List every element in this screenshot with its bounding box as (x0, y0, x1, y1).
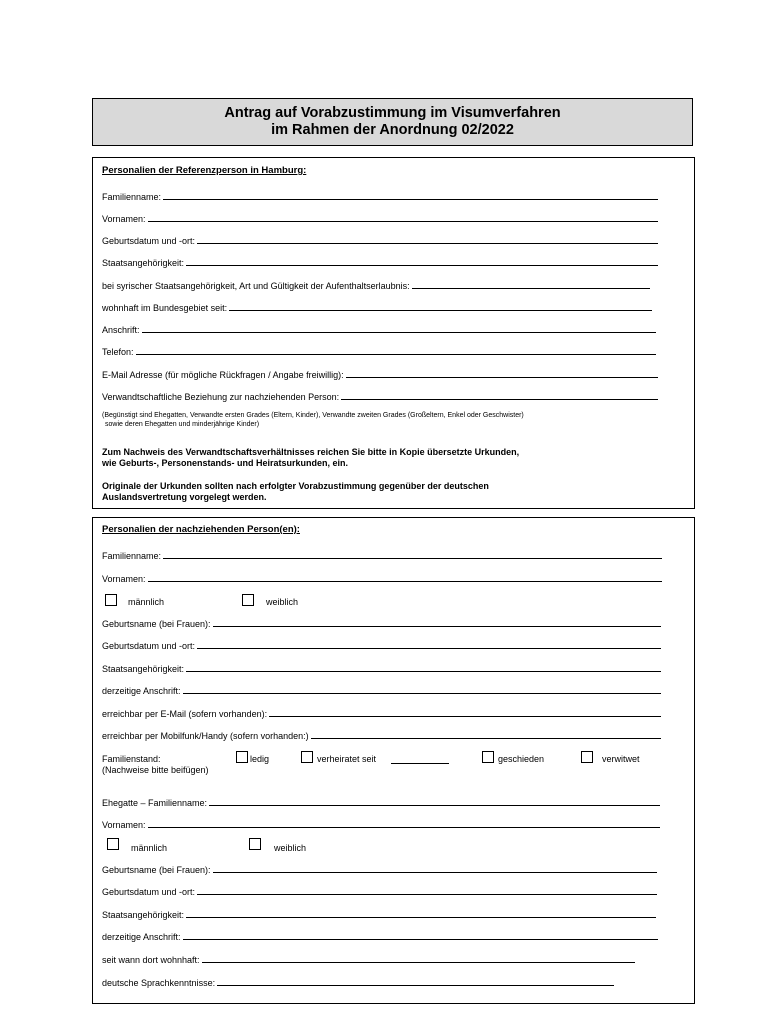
section2-heading: Personalien der nachziehenden Person(en): (102, 524, 300, 535)
ehegatte-geburtsdatum-line[interactable] (197, 894, 657, 895)
ehegatte-anschrift-line[interactable] (183, 939, 658, 940)
verheiratet-label: verheiratet seit (317, 754, 377, 764)
ref-vornamen-field[interactable]: Vornamen: (102, 214, 658, 224)
ref-familienname-line[interactable] (163, 199, 658, 200)
ref-telefon-line[interactable] (136, 354, 656, 355)
ehegatte-geburtsname-field[interactable]: Geburtsname (bei Frauen): (102, 865, 657, 875)
nz-maennlich-checkbox[interactable] (105, 594, 117, 606)
verheiratet-seit-line[interactable] (391, 763, 449, 764)
nz-email-field[interactable]: erreichbar per E-Mail (sofern vorhanden): (102, 709, 661, 719)
sprachkenntnisse-field[interactable]: deutsche Sprachkenntnisse: (102, 978, 614, 988)
nz-geburtsdatum-line[interactable] (197, 648, 661, 649)
ref-geburtsdatum-field[interactable]: Geburtsdatum und -ort: (102, 236, 658, 246)
verwitwet-checkbox[interactable] (581, 751, 593, 763)
sprachkenntnisse-line[interactable] (217, 985, 614, 986)
ehegatte-staatsangehoerigkeit-field[interactable]: Staatsangehörigkeit: (102, 910, 656, 920)
section1-heading: Personalien der Referenzperson in Hamburg: (102, 165, 307, 176)
verwitwet-label: verwitwet (602, 754, 640, 764)
ref-aufenthaltserlaubnis-line[interactable] (412, 288, 650, 289)
nz-mobil-field[interactable]: erreichbar per Mobilfunk/Handy (sofern vorhanden:) (102, 731, 661, 741)
ref-familienname-field[interactable]: Familienname: (102, 192, 658, 202)
nz-email-line[interactable] (269, 716, 661, 717)
ref-telefon-field[interactable]: Telefon: (102, 347, 656, 357)
ledig-label: ledig (250, 754, 270, 764)
ehegatte-anschrift-field[interactable]: derzeitige Anschrift: (102, 932, 658, 942)
ehegatte-weiblich-label: weiblich (274, 843, 307, 853)
ehegatte-familienname-line[interactable] (209, 805, 660, 806)
ref-email-field[interactable]: E-Mail Adresse (für mögliche Rückfragen / Angabe freiwillig): (102, 370, 658, 380)
ref-beziehung-field[interactable]: Verwandtschaftliche Beziehung zur nachziehenden Person: (102, 392, 658, 402)
ref-geburtsdatum-line[interactable] (197, 243, 658, 244)
ref-aufenthaltserlaubnis-field[interactable]: bei syrischer Staatsangehörigkeit, Art und Gültigkeit der Aufenthaltserlaubnis: (102, 281, 650, 291)
nz-geburtsname-line[interactable] (213, 626, 661, 627)
ehegatte-maennlich-label: männlich (131, 843, 168, 853)
originale-note: Originale der Urkunden sollten nach erfolgter Vorabzustimmung gegenüber der deutschen Auslandsvertretung vorgelegt werden. (102, 481, 489, 502)
nz-anschrift-line[interactable] (183, 693, 661, 694)
nz-mobil-line[interactable] (311, 738, 661, 739)
ehegatte-maennlich-checkbox[interactable] (107, 838, 119, 850)
ref-staatsangehoerigkeit-field[interactable]: Staatsangehörigkeit: (102, 258, 658, 268)
ehegatte-staatsangehoerigkeit-line[interactable] (186, 917, 656, 918)
nz-weiblich-label: weiblich (266, 597, 299, 607)
ehegatte-geburtsname-line[interactable] (213, 872, 657, 873)
nz-familienname-line[interactable] (163, 558, 662, 559)
ref-beziehung-line[interactable] (341, 399, 658, 400)
seit-wann-field[interactable]: seit wann dort wohnhaft: (102, 955, 635, 965)
nz-anschrift-field[interactable]: derzeitige Anschrift: (102, 686, 661, 696)
form-title (92, 98, 693, 146)
ref-vornamen-line[interactable] (148, 221, 658, 222)
section-nachziehende-person (92, 517, 695, 1004)
beguenstigte-note: (Begünstigt sind Ehegatten, Verwandte ersten Grades (Eltern, Kinder), Verwandte zweiten Grades (Großeltern, Enkel oder Geschwister) sowie deren Ehegatten und minderjährige Kinder) (102, 412, 524, 428)
nz-geburtsdatum-field[interactable]: Geburtsdatum und -ort: (102, 641, 661, 651)
seit-wann-line[interactable] (202, 962, 635, 963)
form-title-line2: im Rahmen der Anordnung 02/2022 (271, 122, 514, 138)
ref-anschrift-line[interactable] (142, 332, 656, 333)
geschieden-label: geschieden (498, 754, 545, 764)
nz-vornamen-line[interactable] (148, 581, 662, 582)
nz-maennlich-label: männlich (128, 597, 165, 607)
familienstand-label: Familienstand: (Nachweise bitte beifügen) (102, 754, 209, 775)
ehegatte-familienname-field[interactable]: Ehegatte – Familienname: (102, 798, 660, 808)
ref-wohnhaft-field[interactable]: wohnhaft im Bundesgebiet seit: (102, 303, 652, 313)
ehegatte-geburtsdatum-field[interactable]: Geburtsdatum und -ort: (102, 887, 657, 897)
ehegatte-vornamen-line[interactable] (148, 827, 660, 828)
verheiratet-checkbox[interactable] (301, 751, 313, 763)
ehegatte-vornamen-field[interactable]: Vornamen: (102, 820, 660, 830)
section-referenzperson (92, 157, 695, 509)
ref-staatsangehoerigkeit-line[interactable] (186, 265, 658, 266)
ledig-checkbox[interactable] (236, 751, 248, 763)
ref-anschrift-field[interactable]: Anschrift: (102, 325, 656, 335)
nz-vornamen-field[interactable]: Vornamen: (102, 574, 662, 584)
ref-wohnhaft-line[interactable] (229, 310, 652, 311)
ehegatte-weiblich-checkbox[interactable] (249, 838, 261, 850)
nz-geburtsname-field[interactable]: Geburtsname (bei Frauen): (102, 619, 661, 629)
nz-weiblich-checkbox[interactable] (242, 594, 254, 606)
nz-staatsangehoerigkeit-field[interactable]: Staatsangehörigkeit: (102, 664, 661, 674)
geschieden-checkbox[interactable] (482, 751, 494, 763)
ref-email-line[interactable] (346, 377, 658, 378)
nz-staatsangehoerigkeit-line[interactable] (186, 671, 661, 672)
nz-familienname-field[interactable]: Familienname: (102, 551, 662, 561)
nachweis-note: Zum Nachweis des Verwandtschaftsverhältnisses reichen Sie bitte in Kopie übersetzte Urkunden, wie Geburts-, Personenstands- und Heiratsurkunden, ein. (102, 447, 520, 468)
form-title-line1: Antrag auf Vorabzustimmung im Visumverfahren (224, 105, 561, 121)
